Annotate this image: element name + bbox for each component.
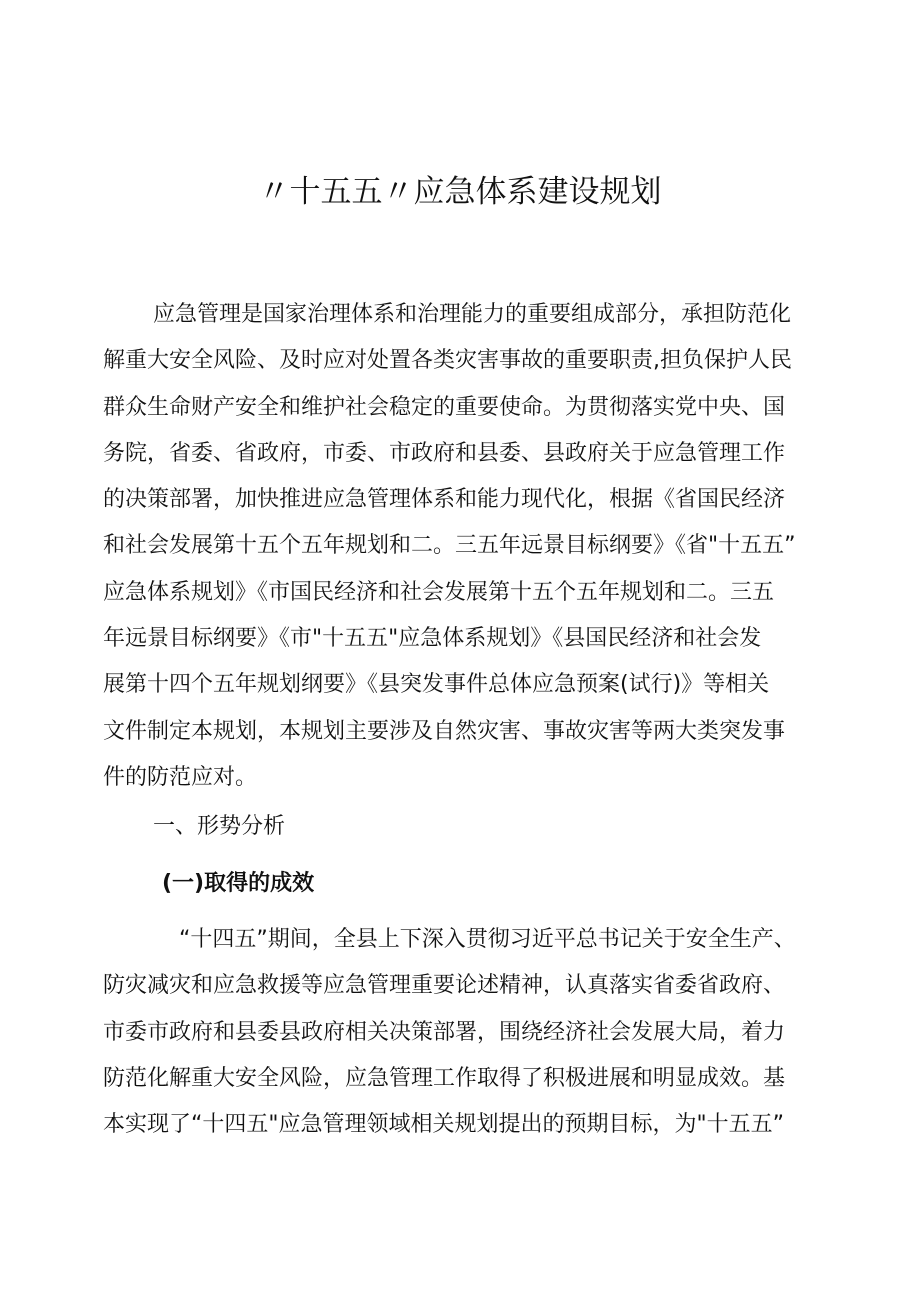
paragraph-line: 本实现了“十四五"应急管理领域相关规划提出的预期目标，为"十五五” <box>103 1112 785 1138</box>
paragraph-line: 的决策部署，加快推进应急管理体系和能力现代化，根据《省国民经济 <box>103 487 786 513</box>
section-heading: 一、形势分析 <box>153 814 286 839</box>
paragraph-line: 防范化解重大安全风险，应急管理工作取得了积极进展和明显成效。基 <box>103 1065 786 1091</box>
paragraph-line: 市委市政府和县委县政府相关决策部署，围绕经济社会发展大局，着力 <box>103 1019 786 1045</box>
intro-paragraph <box>103 292 823 801</box>
achievements-paragraph <box>103 917 823 1148</box>
paragraph-line: 群众生命财产安全和维护社会稳定的重要使命。为贯彻落实党中央、国 <box>103 394 786 420</box>
paragraph-line: 和社会发展第十五个五年规划和二。三五年远景目标纲要》《省"十五五” <box>103 533 796 559</box>
paragraph-line: “十四五”期间，全县上下深入贯彻习近平总书记关于安全生产、 <box>179 927 796 952</box>
subsection-heading: (一)取得的成效 <box>162 871 315 896</box>
paragraph-line: 文件制定本规划，本规划主要涉及自然灾害、事故灾害等两大类突发事 <box>103 718 786 744</box>
document-title: 〃十五五〃应急体系建设规划 <box>258 174 662 210</box>
paragraph-line: 务院，省委、省政府，市委、市政府和县委、县政府关于应急管理工作 <box>103 440 786 466</box>
paragraph-line: 防灾减灾和应急救援等应急管理重要论述精神，认真落实省委省政府、 <box>103 973 786 999</box>
paragraph-line: 展第十四个五年规划纲要》《县突发事件总体应急预案(试行)》等相关 <box>103 672 770 698</box>
paragraph-line: 解重大安全风险、及时应对处置各类灾害事故的重要职责,担负保护人民 <box>103 348 792 374</box>
paragraph-line: 年远景目标纲要》《市"十五五"应急体系规划》《县国民经济和社会发 <box>103 626 762 652</box>
paragraph-line: 件的防范应对。 <box>103 764 258 790</box>
paragraph-line: 应急体系规划》《市国民经济和社会发展第十五个五年规划和二。三五 <box>103 579 775 605</box>
paragraph-line: 应急管理是国家治理体系和治理能力的重要组成部分，承担防范化 <box>153 302 792 327</box>
